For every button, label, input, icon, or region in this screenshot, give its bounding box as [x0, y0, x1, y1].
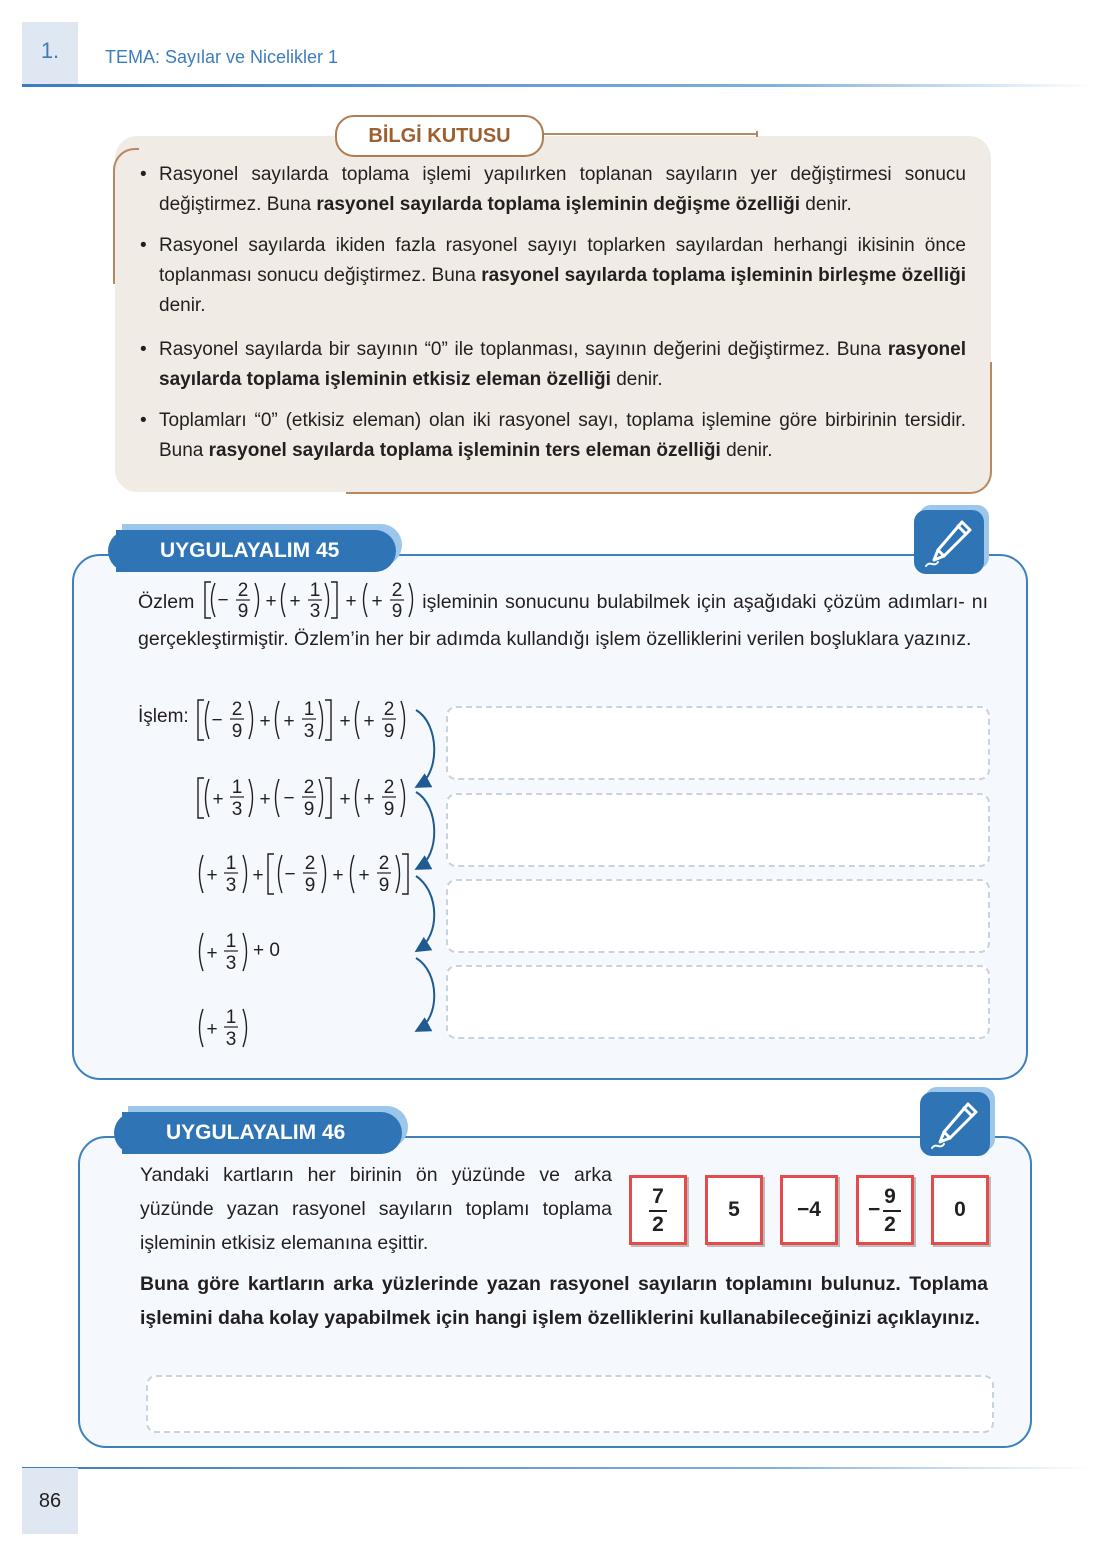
svg-text:2: 2: [383, 699, 395, 720]
svg-text:1: 1: [303, 699, 315, 720]
svg-text:9: 9: [392, 600, 403, 620]
number-card: [856, 1175, 914, 1245]
svg-text:9: 9: [238, 600, 249, 620]
svg-text:2: 2: [383, 777, 395, 798]
svg-text:+: +: [339, 789, 351, 810]
footer-divider: [22, 1467, 1092, 1469]
svg-text:9: 9: [383, 721, 395, 742]
answer-box-46[interactable]: [146, 1375, 994, 1433]
svg-text:2: 2: [238, 579, 249, 601]
svg-text:1: 1: [225, 1007, 237, 1028]
info-item: • Toplamları “0” (etkisiz eleman) olan iki rasyonel sayı, toplama işlemine göre birbirinin tersidir. Buna rasyonel sayılarda toplama işleminin ters eleman özelliği denir.: [140, 406, 966, 466]
info-item: • Rasyonel sayılarda toplama işlemi yapılırken toplanan sayıların yer değiştirmesi sonucu değiştirmez. Buna rasyonel sayılarda toplama işleminin değişme özelliği denir.: [140, 160, 966, 220]
card-denominator: 2: [652, 1213, 664, 1236]
svg-text:3: 3: [225, 953, 237, 974]
card-numerator: 7: [652, 1185, 664, 1208]
islem-label: İşlem:: [138, 706, 189, 727]
card-denominator: 2: [884, 1213, 896, 1236]
pencil-icon: [914, 510, 984, 574]
svg-text:2: 2: [378, 853, 390, 874]
svg-text:9: 9: [231, 721, 243, 742]
answer-box-4[interactable]: [446, 965, 990, 1039]
step-2-expression: [196, 776, 416, 820]
svg-text:1: 1: [225, 931, 237, 952]
svg-text:2: 2: [392, 579, 403, 601]
answer-box-3[interactable]: [446, 879, 990, 953]
card-numerator: 9: [884, 1185, 896, 1208]
exercise-46-pencil: [920, 1092, 990, 1156]
theme-title: TEMA: Sayılar ve Nicelikler 1: [105, 47, 339, 67]
svg-text:+: +: [206, 943, 218, 964]
svg-text:+: +: [206, 865, 218, 886]
svg-text:1: 1: [310, 579, 321, 601]
number-card: 0: [931, 1175, 989, 1245]
info-box-title: BİLGİ KUTUSU: [335, 115, 544, 157]
fraction-bar: [883, 1210, 901, 1212]
svg-text:+: +: [259, 789, 271, 810]
answer-box-1[interactable]: [446, 706, 990, 780]
exercise-46-title: UYGULAYALIM 46: [122, 1112, 402, 1154]
svg-text:3: 3: [225, 1029, 237, 1050]
svg-text:2: 2: [231, 699, 243, 720]
card-sign: −: [868, 1198, 881, 1221]
svg-text:+: +: [265, 590, 277, 612]
exercise-45-pencil: [914, 510, 984, 574]
svg-text:+: +: [289, 590, 301, 612]
header-divider: [22, 84, 1092, 87]
svg-text:−: −: [283, 788, 295, 809]
number-card: −4: [780, 1175, 838, 1245]
step-arrows: [400, 700, 450, 1050]
svg-text:3: 3: [231, 799, 243, 820]
svg-text:9: 9: [378, 875, 390, 896]
svg-text:3: 3: [310, 600, 321, 620]
exercise-46-question: Buna göre kartların arka yüzlerinde yazan rasyonel sayıların toplamını bulunuz. Toplama işlemini daha kolay yapabilmek için hangi işlem özelliklerini kullanabileceğinizi açıklayınız.: [140, 1273, 988, 1329]
svg-text:+: +: [252, 865, 264, 886]
pencil-icon: [920, 1092, 990, 1156]
svg-text:+: +: [332, 865, 344, 886]
svg-text:+: +: [345, 590, 357, 612]
info-item: • Rasyonel sayılarda bir sayının “0” ile toplanması, sayının değerini değiştirmez. Buna rasyonel sayılarda toplama işleminin etkisiz eleman özelliği denir.: [140, 335, 966, 395]
info-box-top-line-end: [756, 131, 758, 137]
step-4-expression: [196, 930, 256, 974]
info-box-left-bracket: [113, 148, 139, 284]
number-card: [629, 1175, 687, 1245]
svg-text:2: 2: [303, 777, 315, 798]
svg-text:9: 9: [304, 875, 316, 896]
svg-text:3: 3: [303, 721, 315, 742]
exercise-46-text: Yandaki kartların her birinin ön yüzünde ve arka yüzünde yazan rasyonel sayıların toplamı toplama işleminin etkisiz elemanına eşittir.: [140, 1164, 612, 1254]
svg-text:9: 9: [303, 799, 315, 820]
exercise-45-intro: Özlem − 2 9 + + 1 3 + + 2 9 işleminin sonucunu bulabilmek için aşağıdaki çözüm adımları- nı gerçekleştirmiştir. Özlem’in her bir adımda kullandığı işlem özelliklerini verilen boşluklara yazınız.: [138, 579, 989, 650]
svg-text:+: +: [363, 711, 375, 732]
page-number: 86: [38, 1490, 62, 1512]
svg-text:3: 3: [225, 875, 237, 896]
svg-text:−: −: [211, 710, 223, 731]
svg-text:+: +: [212, 789, 224, 810]
svg-text:+: +: [283, 711, 295, 732]
svg-text:2: 2: [304, 853, 316, 874]
svg-text:9: 9: [383, 799, 395, 820]
step-4-tail: + 0: [253, 940, 280, 961]
svg-text:+: +: [371, 590, 383, 612]
svg-text:−: −: [284, 864, 296, 885]
info-list: [140, 160, 966, 477]
info-box-top-line: [540, 133, 758, 135]
svg-text:+: +: [259, 711, 271, 732]
svg-text:+: +: [206, 1019, 218, 1040]
svg-text:+: +: [358, 865, 370, 886]
info-item: • Rasyonel sayılarda ikiden fazla rasyonel sayıyı toplarken sayılardan herhangi ikisinin önce toplanması sonucu değiştirmez. Buna rasyonel sayılarda toplama işleminin birleşme özelliği denir.: [140, 231, 966, 321]
exercise-45-title: UYGULAYALIM 45: [116, 530, 396, 572]
svg-text:+: +: [363, 789, 375, 810]
svg-text:−: −: [217, 589, 229, 611]
answer-box-2[interactable]: [446, 793, 990, 867]
step-3-expression: [196, 852, 416, 896]
svg-text:1: 1: [231, 777, 243, 798]
chapter-number: 1.: [40, 38, 60, 63]
step-1-expression: [196, 698, 416, 742]
step-5-expression: [196, 1006, 256, 1050]
number-card: 5: [705, 1175, 763, 1245]
svg-text:+: +: [339, 711, 351, 732]
svg-text:1: 1: [225, 853, 237, 874]
fraction-bar: [649, 1210, 667, 1212]
